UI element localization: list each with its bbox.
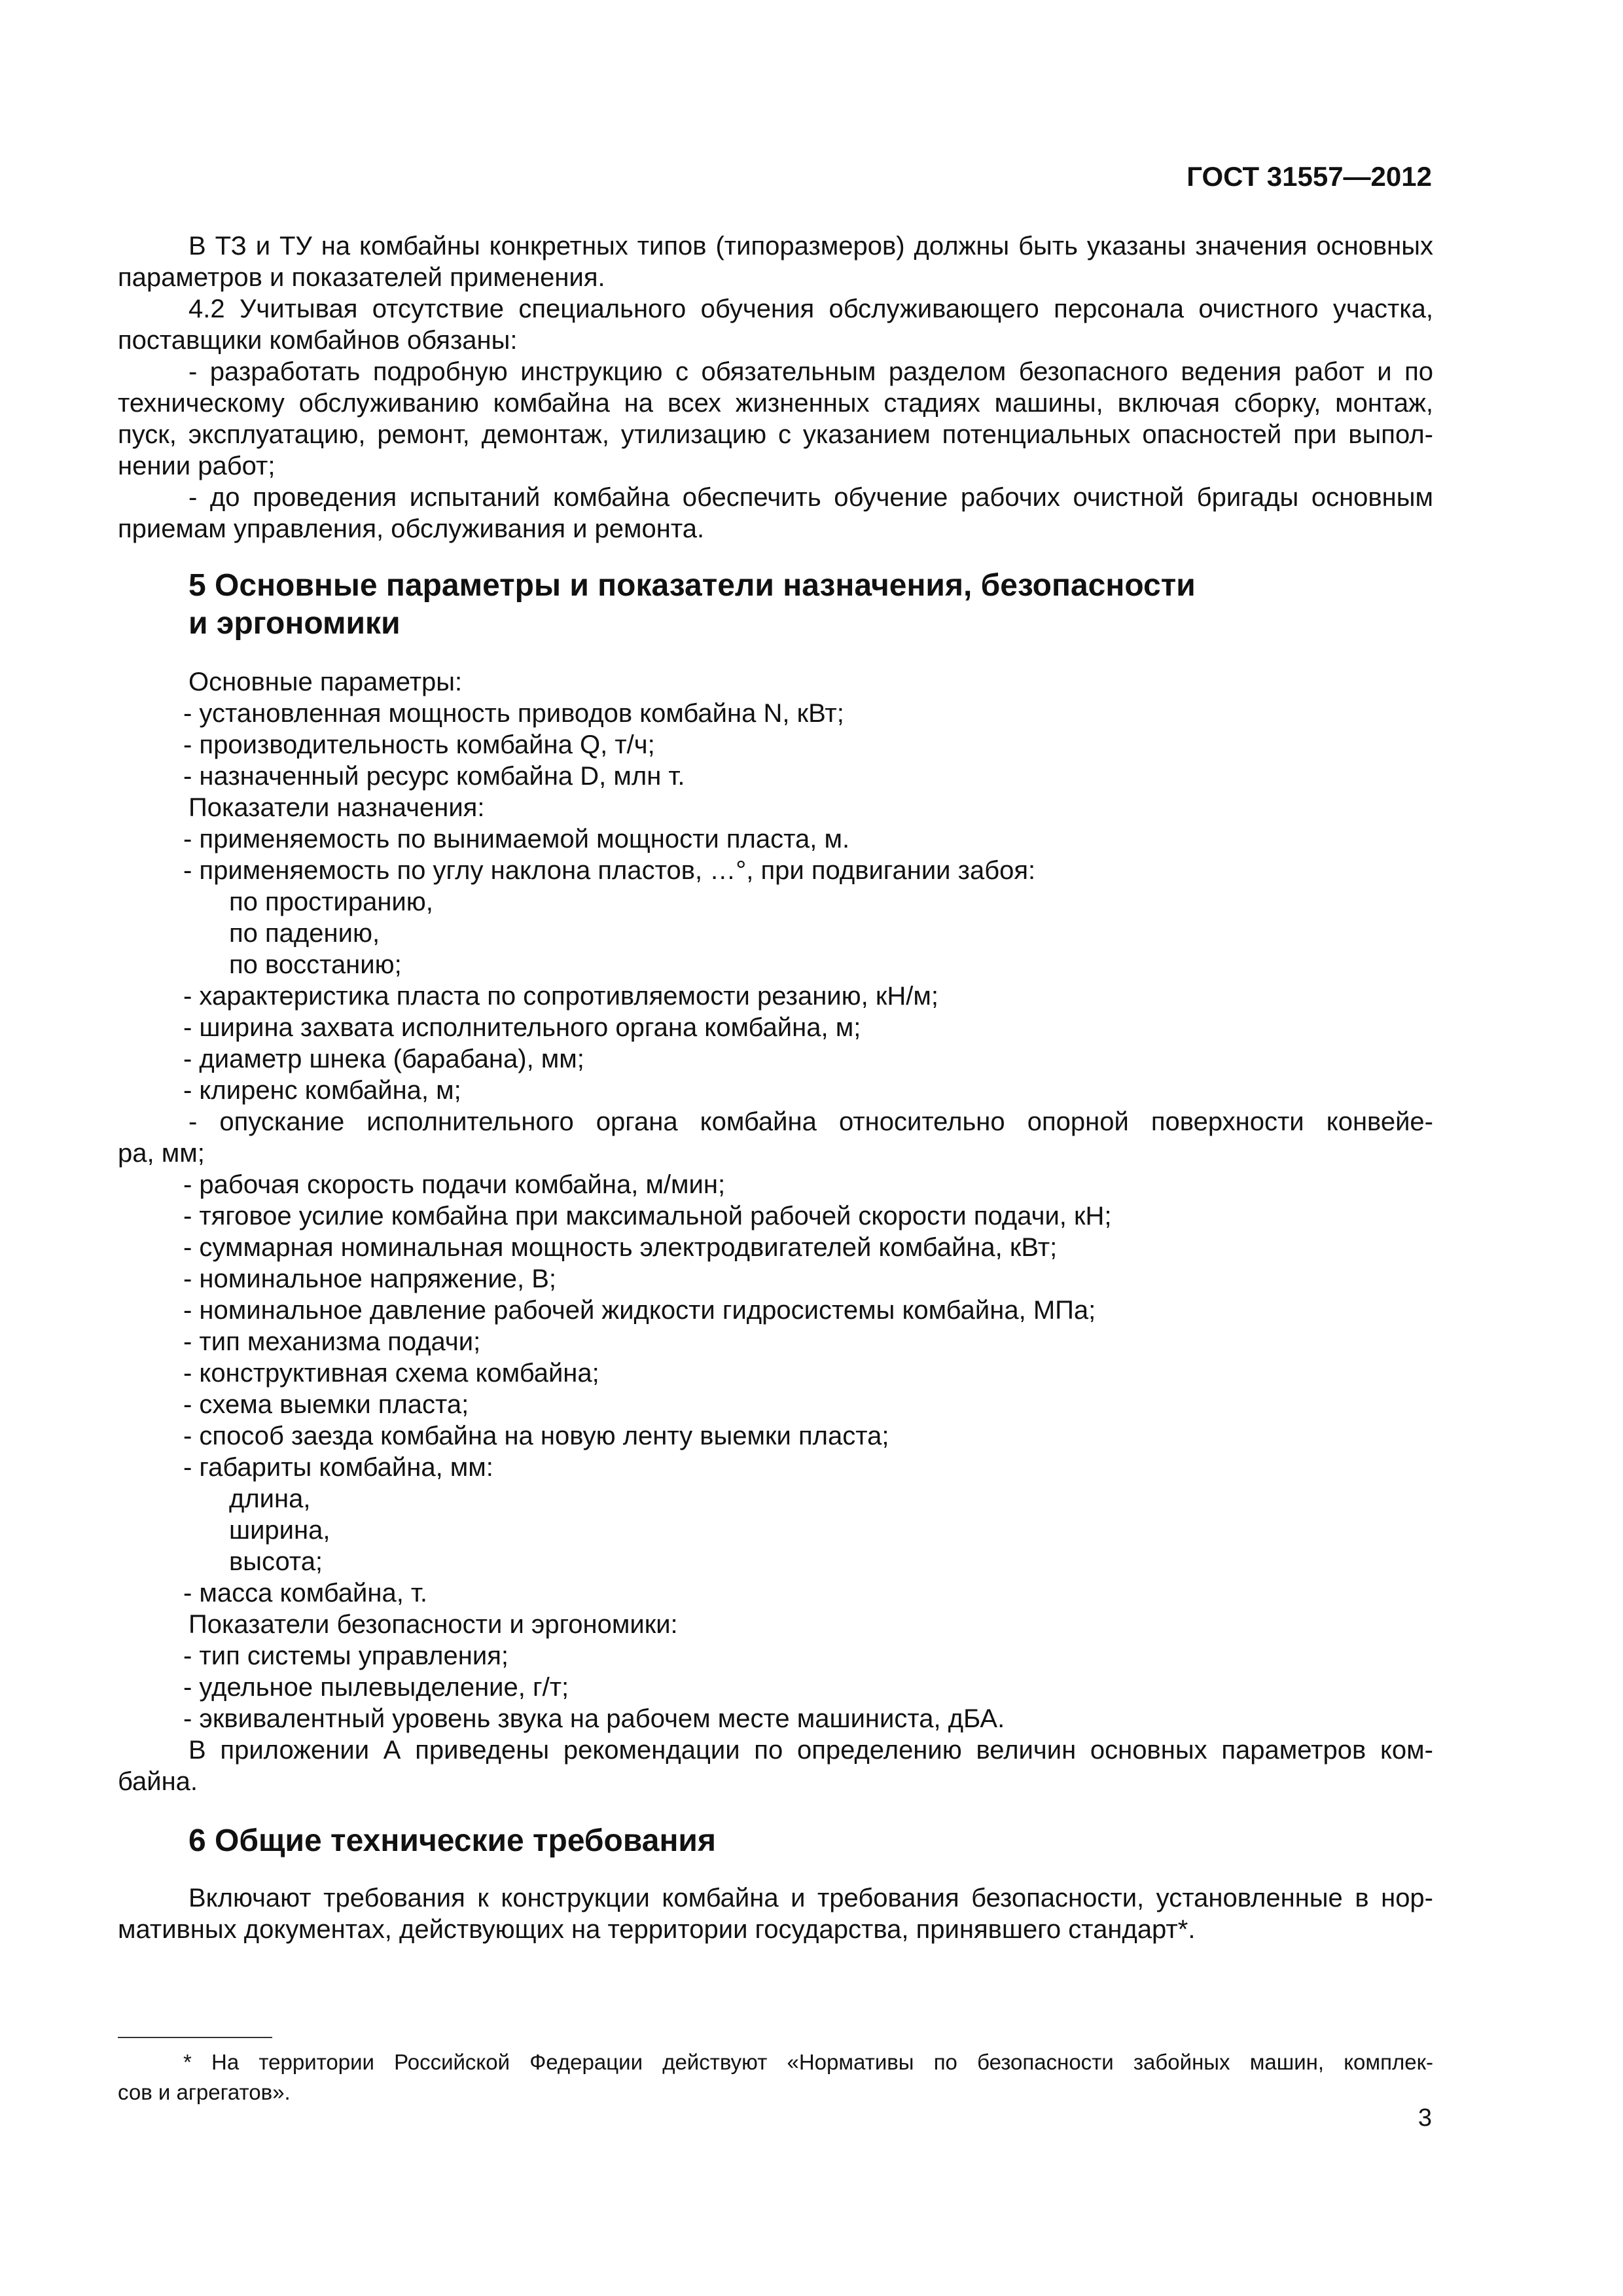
list-item: - схема выемки пласта;: [183, 1390, 469, 1419]
list-item: - тип системы управления;: [183, 1641, 508, 1670]
section-5-heading-line-2: и эргономики: [188, 606, 401, 641]
list-item: - рабочая скорость подачи комбайна, м/мин;: [183, 1170, 726, 1199]
list-item: - применяемость по вынимаемой мощности пласта, м.: [183, 825, 850, 853]
list-item: - клиренс комбайна, м;: [183, 1076, 461, 1105]
section-6-text: Включают требования к конструкции комбайна и требования безопасности, установленные в нор-: [188, 1884, 1433, 1912]
list-item: - установленная мощность приводов комбайна N, кВт;: [183, 699, 844, 728]
section-5-heading-line-1: 5 Основные параметры и показатели назначения, безопасности: [188, 568, 1196, 603]
main-parameters-label: Основные параметры:: [188, 668, 463, 696]
list-item: - ширина захвата исполнительного органа комбайна, м;: [183, 1013, 861, 1042]
list-item: - производительность комбайна Q, т/ч;: [183, 730, 655, 759]
list-item: - характеристика пласта по сопротивляемости резанию, кН/м;: [183, 982, 938, 1011]
section-6-heading: 6 Общие технические требования: [188, 1823, 716, 1858]
text-line: приемам управления, обслуживания и ремонта.: [118, 514, 705, 543]
text-line: 4.2 Учитывая отсутствие специального обучения обслуживающего персонала очистного участка,: [188, 295, 1433, 323]
sub-list-item: высота;: [229, 1547, 323, 1576]
list-item: - масса комбайна, т.: [183, 1579, 427, 1607]
list-item: - суммарная номинальная мощность электродвигателей комбайна, кВт;: [183, 1233, 1058, 1262]
document-header-title: ГОСТ 31557—2012: [1186, 161, 1432, 192]
sub-list-item: по восстанию;: [229, 950, 402, 979]
list-item: - тип механизма подачи;: [183, 1327, 481, 1356]
text-line: - до проведения испытаний комбайна обеспечить обучение рабочих очистной бригады основным: [188, 483, 1433, 512]
footnote-line: сов и агрегатов».: [118, 2080, 291, 2104]
annex-reference-continuation: байна.: [118, 1767, 198, 1796]
list-item: - габариты комбайна, мм:: [183, 1453, 493, 1482]
sub-list-item: ширина,: [229, 1516, 330, 1545]
intro-paragraph-4: [118, 482, 1433, 545]
intro-paragraph-3: [118, 356, 1433, 482]
list-item: - назначенный ресурс комбайна D, млн т.: [183, 762, 685, 791]
list-item: - номинальное давление рабочей жидкости гидросистемы комбайна, МПа;: [183, 1296, 1096, 1325]
text-line: поставщики комбайнов обязаны:: [118, 326, 518, 355]
text-line: пуск, эксплуатацию, ремонт, демонтаж, утилизацию с указанием потенциальных опасностей при выпол-: [118, 420, 1433, 449]
intro-paragraph-2: [118, 293, 1433, 356]
footnote-line: * На территории Российской Федерации действуют «Нормативы по безопасности забойных машин, комплек-: [183, 2050, 1433, 2074]
intro-paragraph-1: [118, 230, 1433, 293]
text-line: - разработать подробную инструкцию с обязательным разделом безопасного ведения работ и по: [188, 357, 1433, 386]
footnote: [118, 2047, 1433, 2108]
footnote-separator: [118, 2037, 272, 2038]
list-item: - диаметр шнека (барабана), мм;: [183, 1045, 584, 1073]
list-item: - тяговое усилие комбайна при максимальной рабочей скорости подачи, кН;: [183, 1202, 1112, 1230]
purpose-indicators-label: Показатели назначения:: [188, 793, 485, 822]
safety-indicators-label: Показатели безопасности и эргономики:: [188, 1610, 678, 1639]
list-item: - способ заезда комбайна на новую ленту выемки пласта;: [183, 1422, 889, 1450]
text-line: техническому обслуживанию комбайна на всех жизненных стадиях машины, включая сборку, монтаж,: [118, 389, 1433, 418]
list-item: - удельное пылевыделение, г/т;: [183, 1673, 569, 1702]
text-line: параметров и показателей применения.: [118, 263, 605, 292]
sub-list-item: длина,: [229, 1484, 311, 1513]
document-body: [118, 230, 1433, 1945]
annex-reference: В приложении А приведены рекомендации по определению величин основных параметров ком-: [188, 1736, 1433, 1765]
list-item: - опускание исполнительного органа комбайна относительно опорной поверхности конвейе-: [188, 1107, 1433, 1136]
page-number: 3: [1418, 2104, 1432, 2132]
sub-list-item: по простиранию,: [229, 888, 433, 916]
text-line: В ТЗ и ТУ на комбайны конкретных типов (типоразмеров) должны быть указаны значения основных: [188, 232, 1433, 260]
sub-list-item: по падению,: [229, 919, 380, 948]
text-line: нении работ;: [118, 452, 276, 480]
section-6-text-continuation: мативных документах, действующих на территории государства, принявшего стандарт*.: [118, 1915, 1196, 1944]
list-item: - эквивалентный уровень звука на рабочем месте машиниста, дБА.: [183, 1704, 1005, 1733]
list-item: - применяемость по углу наклона пластов, …°, при подвигании забоя:: [183, 856, 1036, 885]
list-item: - конструктивная схема комбайна;: [183, 1359, 599, 1388]
list-item: - номинальное напряжение, В;: [183, 1265, 556, 1293]
list-item-continuation: ра, мм;: [118, 1139, 205, 1168]
